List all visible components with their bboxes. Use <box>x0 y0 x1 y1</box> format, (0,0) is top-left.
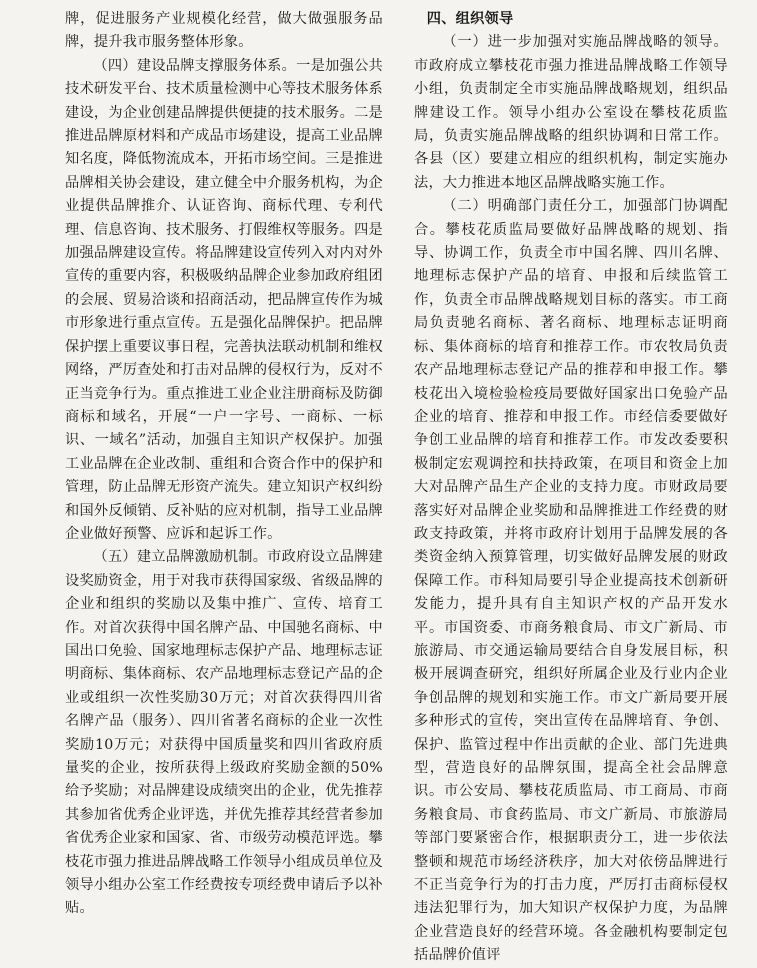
paragraph-department-responsibilities: （二）明确部门责任分工，加强部门协调配合。攀枝花质监局要做好品牌战略的规划、指导、协调工作，负责全市中国名牌、四川名牌、地理标志保护产品的培育、申报和后续监管工作，负责全市品牌战略规划目标的落实。市工商局负责驰名商标、著名商标、地理标志证明商标、集体商标的培育和推荐工作。市农牧局负责农产品地理标志登记产品的推荐和申报工作。攀枝花出入境检验检疫局要做好国家出口免验产品企业的培育、推荐和申报工作。市经信委要做好争创工业品牌的培育和推荐工作。市发改委要积极制定宏观调控和扶持政策，在项目和资金上加大对品牌产品生产企业的支持力度。市财政局要落实好对品牌企业奖励和品牌推进工作经费的财政支持政策，并将市政府计划用于品牌发展的各类资金纳入预算管理，切实做好品牌发展的财政保障工作。市科知局要引导企业提高技术创新研发能力，提升具有自主知识产权的产品开发水平。市国资委、市商务粮食局、市文广新局、市旅游局、市交通运输局要结合自身发展目标，积极开展调查研究，组织好所属企业及行业内企业争创品牌的规划和实施工作。市文广新局要开展多种形式的宣传，突出宣传在品牌培育、争创、保护、监管过程中作出贡献的企业、部门先进典型，营造良好的品牌氛围，提高全社会品牌意识。市公安局、攀枝花质监局、市工商局、市商务粮食局、市食药监局、市文广新局、市旅游局等部门要紧密合作，根据职责分工，进一步依法整顿和规范市场经济秩序，加大对依傍品牌进行不正当竞争行为的打击力度，严厉打击商标侵权违法犯罪行为，加大知识产权保护力度，为品牌企业营造良好的经营环境。各金融机构要制定包括品牌价值评 <box>414 198 728 964</box>
paragraph-brand-incentive-mechanism: （五）建立品牌激励机制。市政府设立品牌建设奖励资金，用于对我市获得国家级、省级品牌的企业和组织的奖励以及集中推广、宣传、培育工作。对首次获得中国名牌产品、中国驰名商标、中国出口免验、国家地理标志保护产品、地理标志证明商标、集体商标、农产品地理标志登记产品的企业或组织一次性奖励30万元；对首次获得四川省名牌产品（服务）、四川省著名商标的企业一次性奖励10万元；对获得中国质量奖和四川省政府质量奖的企业，按所获得上级政府奖励金额的50%给予奖励；对品牌建设成绩突出的企业，优先推荐其参加省优秀企业评选，并优先推荐其经营者参加省优秀企业家和国家、省、市级劳动模范评选。攀枝花市强力推进品牌战略工作领导小组成员单位及领导小组办公室工作经费按专项经费申请后予以补贴。 <box>65 549 383 917</box>
paragraph-strengthen-leadership: （一）进一步加强对实施品牌战略的领导。市政府成立攀枝花市强力推进品牌战略工作领导小组，负责制定全市实施品牌战略规划，组织品牌建设工作。领导小组办公室设在攀枝花质监局，负责实施品牌战略的组织协调和日常工作。各县（区）要建立相应的组织机构，制定实施办法，大力推进本地区品牌战略实施工作。 <box>414 34 728 191</box>
section-heading-organization: 四、组织领导 <box>426 11 514 27</box>
paragraph-continued: 牌，促进服务产业规模化经营，做大做强服务品牌，提升我市服务整体形象。 <box>65 11 383 51</box>
left-column <box>65 8 383 921</box>
right-column <box>414 8 728 968</box>
paragraph-brand-support-system: （四）建设品牌支撑服务体系。一是加强公共技术研发平台、技术质量检测中心等技术服务体系建设，为企业创建品牌提供便捷的技术服务。二是推进品牌原材料和产成品市场建设，提高工业品牌知名度，降低物流成本，开拓市场空间。三是推进品牌相关协会建设，建立健全中介服务机构，为企业提供品牌推介、认证咨询、商标代理、专利代理、信息咨询、技术服务、打假维权等服务。四是加强品牌建设宣传。将品牌建设宣传列入对内对外宣传的重要内容，积极吸纳品牌企业参加政府组团的会展、贸易洽谈和招商活动，把品牌宣传作为城市形象进行重点宣传。五是强化品牌保护。把品牌保护摆上重要议事日程，完善执法联动机制和维权网络，严厉查处和打击对品牌的侵权行为，反对不正当竞争行为。重点推进工业企业注册商标及防御商标和域名，开展“一户一字号、一商标、一标识、一域名”活动，加强自主知识产权保护。加强工业品牌在企业改制、重组和合资合作中的保护和管理，防止品牌无形资产流失。建立知识产权纠纷和国外反倾销、反补贴的应对机制，指导工业品牌企业做好预警、应诉和起诉工作。 <box>65 57 383 542</box>
